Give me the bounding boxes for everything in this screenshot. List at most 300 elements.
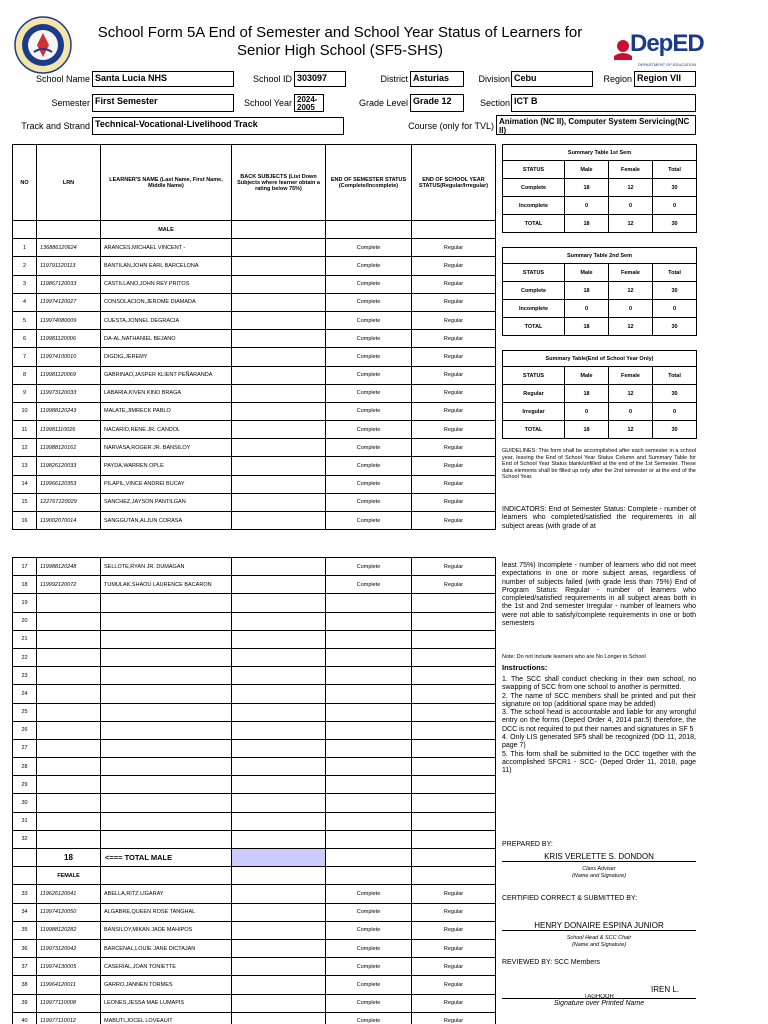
table-row [13,275,496,293]
row-name: DA-AL,NATHANIEL BEJANO [101,330,232,348]
row-sy-status: Regular [412,239,496,257]
row-sy-status: Regular [412,457,496,475]
row-sem-status [326,685,412,703]
female-spacer [101,867,232,885]
table-row [13,475,496,493]
summary-status: Regular [503,385,565,403]
row-sem-status: Complete [326,239,412,257]
summary-male: 0 [565,300,609,318]
row-name [101,594,232,612]
row-back-subjects [232,293,326,311]
row-back-subjects [232,994,326,1012]
row-lrn: 119966120353 [37,475,101,493]
row-sem-status [326,630,412,648]
row-sy-status: Regular [412,903,496,921]
male-section-label: MALE [101,221,232,239]
table-row [13,885,496,903]
row-lrn [37,648,101,666]
school-head-role: School Head & SCC Chair [566,935,632,941]
total-male-count: 18 [37,849,101,867]
table-row [13,958,496,976]
female-spacer [326,867,412,885]
row-name: NACARIO,RENE JR. CANDOL [101,421,232,439]
semester-label: Semester [51,98,90,108]
table-row [13,721,496,739]
row-back-subjects [232,612,326,630]
table-row [13,630,496,648]
row-back-subjects [232,667,326,685]
summary-2-male-header: Male [565,264,609,282]
row-sem-status [326,758,412,776]
adviser-name: KRIS VERLETTE S. DONDON [502,852,696,862]
row-back-subjects [232,648,326,666]
row-no: 19 [13,594,37,612]
row-sem-status [326,703,412,721]
row-back-subjects [232,275,326,293]
section-label: Section [479,98,510,108]
row-sy-status: Regular [412,512,496,530]
row-back-subjects [232,685,326,703]
row-back-subjects [232,721,326,739]
row-lrn: 119974100010 [37,348,101,366]
adviser-sub: (Name and Signature) [571,873,627,879]
row-lrn: 119002070014 [37,512,101,530]
summary-row [503,421,697,439]
row-sy-status: Regular [412,384,496,402]
row-no: 6 [13,330,37,348]
instruction-item: 2. The name of SCC members shall be printed and put their signature on top (additional space may be added) [502,692,696,708]
reviewed-by-label: REVIEWED BY: SCC Members [502,959,601,966]
row-sem-status: Complete [326,885,412,903]
table-row [13,493,496,511]
learners-table-page-1 [12,144,496,530]
row-name: MABUTI,JOCEL LOVEAUIT [101,1012,232,1024]
summary-male: 18 [565,179,609,197]
row-sy-status: Regular [412,439,496,457]
row-name: SANCHEZ,JAYSON PANTILGAN [101,493,232,511]
row-lrn [37,739,101,757]
certified-by-label: CERTIFIED CORRECT & SUBMITTED BY: [502,895,638,902]
row-lrn: 119974120027 [37,293,101,311]
table-row [13,903,496,921]
row-back-subjects [232,630,326,648]
summary-status: Incomplete [503,197,565,215]
row-name [101,612,232,630]
table-row [13,366,496,384]
table-row [13,330,496,348]
col-lrn-header: LRN [37,145,101,221]
row-back-subjects [232,976,326,994]
row-back-subjects [232,758,326,776]
summary-female: 12 [609,215,653,233]
row-sy-status [412,739,496,757]
summary-total: 30 [653,318,697,336]
row-sem-status: Complete [326,493,412,511]
summary-male: 0 [565,197,609,215]
summary-table-2nd-sem [502,247,697,336]
row-back-subjects [232,594,326,612]
table-row [13,794,496,812]
table-row [13,421,496,439]
row-sem-status: Complete [326,512,412,530]
summary-2-total-header: Total [653,264,697,282]
row-no: 23 [13,667,37,685]
table-row [13,939,496,957]
row-lrn [37,830,101,848]
row-sy-status [412,721,496,739]
row-no: 12 [13,439,37,457]
row-lrn [37,667,101,685]
table-row [13,457,496,475]
row-lrn: 119988120282 [37,921,101,939]
deped-logo-text: DepED [630,30,704,57]
row-lrn [37,794,101,812]
table-row [13,439,496,457]
row-name: GABRINAO,JASPER KLIENT PEÑARANDA [101,366,232,384]
summary-total: 0 [653,197,697,215]
row-no: 38 [13,976,37,994]
summary-female: 0 [609,300,653,318]
row-name [101,776,232,794]
row-sy-status: Regular [412,885,496,903]
row-sy-status: Regular [412,475,496,493]
row-name: BANSILOY,MIKAN JADE MAHIPOS [101,921,232,939]
summary-female: 12 [609,421,653,439]
instruction-item: 3. The school head is accountable and liable for any wrongful entry on the forms (Deped Order 4, 2014 par.5) therefore, the DCC is not required to put their names and signatures in SF 5 [502,709,696,733]
row-sy-status [412,612,496,630]
col-sy-status-header: END OF SCHOOL YEAR STATUS(Regular/Irregular) [412,145,496,221]
row-no: 17 [13,558,37,576]
row-sy-status: Regular [412,558,496,576]
row-lrn: 122767120029 [37,493,101,511]
row-name [101,648,232,666]
row-sem-status: Complete [326,921,412,939]
row-name: GARRO,JANNEN TORMES [101,976,232,994]
grade-level-field: Grade 12 [410,94,464,112]
row-no: 9 [13,384,37,402]
row-no: 30 [13,794,37,812]
row-sy-status: Regular [412,921,496,939]
row-back-subjects [232,402,326,420]
row-lrn [37,758,101,776]
row-name: PAYDA,WARREN OPLE [101,457,232,475]
row-name [101,630,232,648]
district-label: District [380,74,408,84]
row-no: 7 [13,348,37,366]
summary-total: 30 [653,282,697,300]
row-no: 31 [13,812,37,830]
summary-male: 0 [565,403,609,421]
total-male-spacer [412,849,496,867]
deped-seal-logo [14,16,72,74]
summary-table-1st-sem [502,144,697,233]
row-sy-status [412,630,496,648]
adviser-role: Class Adviser [582,866,616,872]
school-year-label: School Year [243,98,292,108]
instruction-item: 5. This form shall be submitted to the DCC together with the accomplished SFCR1 - SCC- (Deped Order 11, 2018, page 11) [502,750,696,775]
row-no: 2 [13,257,37,275]
school-id-label: School ID [252,74,292,84]
grade-level-label: Grade Level [358,98,408,108]
summary-status: Complete [503,282,565,300]
row-sy-status [412,648,496,666]
row-no: 37 [13,958,37,976]
summary-male: 18 [565,421,609,439]
row-no: 8 [13,366,37,384]
col-no-header: NO [13,145,37,221]
division-label: Division [478,74,510,84]
summary-row [503,197,697,215]
row-no: 22 [13,648,37,666]
row-sem-status: Complete [326,348,412,366]
row-name [101,721,232,739]
row-name: BANTILAN,JOHN EARL BARCELONA [101,257,232,275]
row-lrn: 119977110008 [37,994,101,1012]
row-back-subjects [232,812,326,830]
indicators-text-part-1: INDICATORS: End of Semester Status: Complete - number of learners who completed/satisfied the requirements in all subject areas (with grade of at [502,506,696,530]
deped-subtext: DEPARTMENT OF EDUCATION [638,62,697,67]
track-field: Technical-Vocational-Livelihood Track [92,117,344,135]
row-no: 28 [13,758,37,776]
row-sem-status: Complete [326,903,412,921]
row-sem-status [326,794,412,812]
row-no: 32 [13,830,37,848]
summary-2-status-header: STATUS [503,264,565,282]
table-row [13,648,496,666]
row-back-subjects [232,366,326,384]
col-back-subjects-header: BACK SUBJECTS (List Down Subjects where learner obtain a rating below 75%) [232,145,326,221]
row-lrn [37,630,101,648]
row-sy-status [412,776,496,794]
row-sem-status: Complete [326,475,412,493]
table-row [13,348,496,366]
row-back-subjects [232,311,326,329]
table-row [13,257,496,275]
row-back-subjects [232,776,326,794]
total-male-label: <=== TOTAL MALE [101,849,232,867]
row-name: SANGGUTAN,ALJUN CORASA [101,512,232,530]
row-lrn [37,721,101,739]
row-no: 16 [13,512,37,530]
school-year-field: 2024-2005 [294,94,324,112]
row-lrn: 119826120033 [37,457,101,475]
row-back-subjects [232,493,326,511]
row-sem-status: Complete [326,976,412,994]
table-row [13,921,496,939]
row-no: 11 [13,421,37,439]
instructions-list [502,676,696,776]
row-back-subjects [232,958,326,976]
summary-3-total-header: Total [653,367,697,385]
district-field: Asturias [410,71,464,87]
row-name: CASERIAL,JOAN TONIETTE [101,958,232,976]
row-sy-status [412,830,496,848]
row-lrn: 119981110026 [37,421,101,439]
row-no: 10 [13,402,37,420]
row-name [101,794,232,812]
row-sem-status [326,648,412,666]
table-row [13,594,496,612]
row-lrn [37,703,101,721]
row-lrn: 119977110012 [37,1012,101,1024]
row-lrn: 119988120161 [37,439,101,457]
total-male-spacer [326,849,412,867]
summary-row [503,300,697,318]
row-no: 20 [13,612,37,630]
table-row [13,239,496,257]
row-sem-status [326,739,412,757]
row-lrn: 119974120050 [37,903,101,921]
row-back-subjects [232,439,326,457]
row-name: SELLOTE,RYAN JR. DUMAGAN [101,558,232,576]
row-sy-status: Regular [412,257,496,275]
summary-3-female-header: Female [609,367,653,385]
row-lrn: 119981120069 [37,366,101,384]
summary-total: 30 [653,385,697,403]
row-lrn [37,776,101,794]
row-sem-status: Complete [326,457,412,475]
row-sy-status [412,758,496,776]
summary-3-status-header: STATUS [503,367,565,385]
form-title: School Form 5A End of Semester and School Year Status of Learners for Senior High School (SF5-SHS) [97,24,583,59]
section-field: ICT B [511,94,696,112]
row-name: CONSOLACION,JEROME DIAMADA [101,293,232,311]
table-row [13,311,496,329]
row-name: NARVASA,ROGER JR. BANSILOY [101,439,232,457]
row-no: 21 [13,630,37,648]
summary-male: 18 [565,282,609,300]
row-lrn: 119964120011 [37,976,101,994]
row-back-subjects [232,421,326,439]
row-sem-status: Complete [326,257,412,275]
summary-1-male-header: Male [565,161,609,179]
row-no: 40 [13,1012,37,1024]
row-back-subjects [232,903,326,921]
summary-2-female-header: Female [609,264,653,282]
row-sy-status: Regular [412,402,496,420]
row-no: 33 [13,885,37,903]
region-label: Region [603,74,632,84]
female-spacer [412,867,496,885]
row-sy-status: Regular [412,275,496,293]
summary-total: 30 [653,421,697,439]
row-name [101,739,232,757]
summary-female: 12 [609,318,653,336]
row-name: CUESTA,JONNEL DEGRACIA [101,311,232,329]
table-row [13,576,496,594]
row-sem-status: Complete [326,330,412,348]
row-back-subjects [232,475,326,493]
table-row [13,402,496,420]
row-sem-status: Complete [326,994,412,1012]
row-name: CASTILLANO,JOHN REY PRITOS [101,275,232,293]
table-row [13,703,496,721]
instruction-item: 1. The SCC shall conduct checking in their own school, no swapping of SCC from one school to another is permitted. [502,676,696,692]
row-back-subjects [232,384,326,402]
summary-row [503,318,697,336]
learners-table-page-2 [12,557,496,1024]
row-name: ALGABRE,QUEEN ROSE TANGHAL [101,903,232,921]
row-back-subjects [232,330,326,348]
summary-status: Incomplete [503,300,565,318]
row-lrn: 119981120006 [37,330,101,348]
row-name [101,703,232,721]
row-no: 35 [13,921,37,939]
school-head-name: HENRY DONAIRE ESPINA JUNIOR [502,921,696,931]
row-sy-status [412,667,496,685]
summary-male: 18 [565,385,609,403]
row-back-subjects [232,576,326,594]
deped-logo [608,26,704,74]
row-sem-status [326,776,412,794]
summary-male: 18 [565,318,609,336]
summary-3-male-header: Male [565,367,609,385]
row-no: 24 [13,685,37,703]
row-lrn [37,812,101,830]
row-name: ABELLA,RITZ LIGARAY [101,885,232,903]
total-male-highlight [232,849,326,867]
row-no: 1 [13,239,37,257]
row-lrn: 119988120243 [37,402,101,420]
row-lrn: 119992120072 [37,576,101,594]
region-field: Region VII [634,71,696,87]
row-back-subjects [232,457,326,475]
row-no: 4 [13,293,37,311]
summary-total: 0 [653,300,697,318]
table-row [13,976,496,994]
course-field: Animation (NC II), Computer System Servicing(NC II) [496,115,696,135]
row-no: 25 [13,703,37,721]
row-name: ARANCES,MICHAEL VINCENT - [101,239,232,257]
table-row [13,667,496,685]
row-lrn [37,594,101,612]
row-sy-status: Regular [412,976,496,994]
row-lrn: 119974130005 [37,958,101,976]
row-name [101,812,232,830]
summary-female: 0 [609,403,653,421]
table-row [13,1012,496,1024]
row-sy-status: Regular [412,1012,496,1024]
summary-status: TOTAL [503,318,565,336]
table-row [13,758,496,776]
row-sy-status [412,594,496,612]
row-sem-status: Complete [326,293,412,311]
row-sy-status: Regular [412,348,496,366]
row-lrn: 119867120033 [37,275,101,293]
school-head-sub: (Name and Signature) [571,942,627,948]
row-name: LEONES,JESSA MAE LUMAPIS [101,994,232,1012]
row-sem-status: Complete [326,439,412,457]
table-row [13,512,496,530]
note-text: Note: Do not include learners who are No Longer in School [502,654,646,660]
table-row [13,558,496,576]
row-back-subjects [232,739,326,757]
row-lrn: 119988120248 [37,558,101,576]
row-no: 27 [13,739,37,757]
row-sem-status: Complete [326,939,412,957]
instructions-title: Instructions: [502,663,548,672]
summary-status: Complete [503,179,565,197]
summary-status: Irregular [503,403,565,421]
row-sem-status: Complete [326,275,412,293]
row-back-subjects [232,794,326,812]
total-male-spacer [13,849,37,867]
row-name: DIGDIG,JEREMY [101,348,232,366]
row-lrn: 119973120033 [37,384,101,402]
row-no: 14 [13,475,37,493]
summary-total: 0 [653,403,697,421]
track-label: Track and Strand [21,121,90,131]
